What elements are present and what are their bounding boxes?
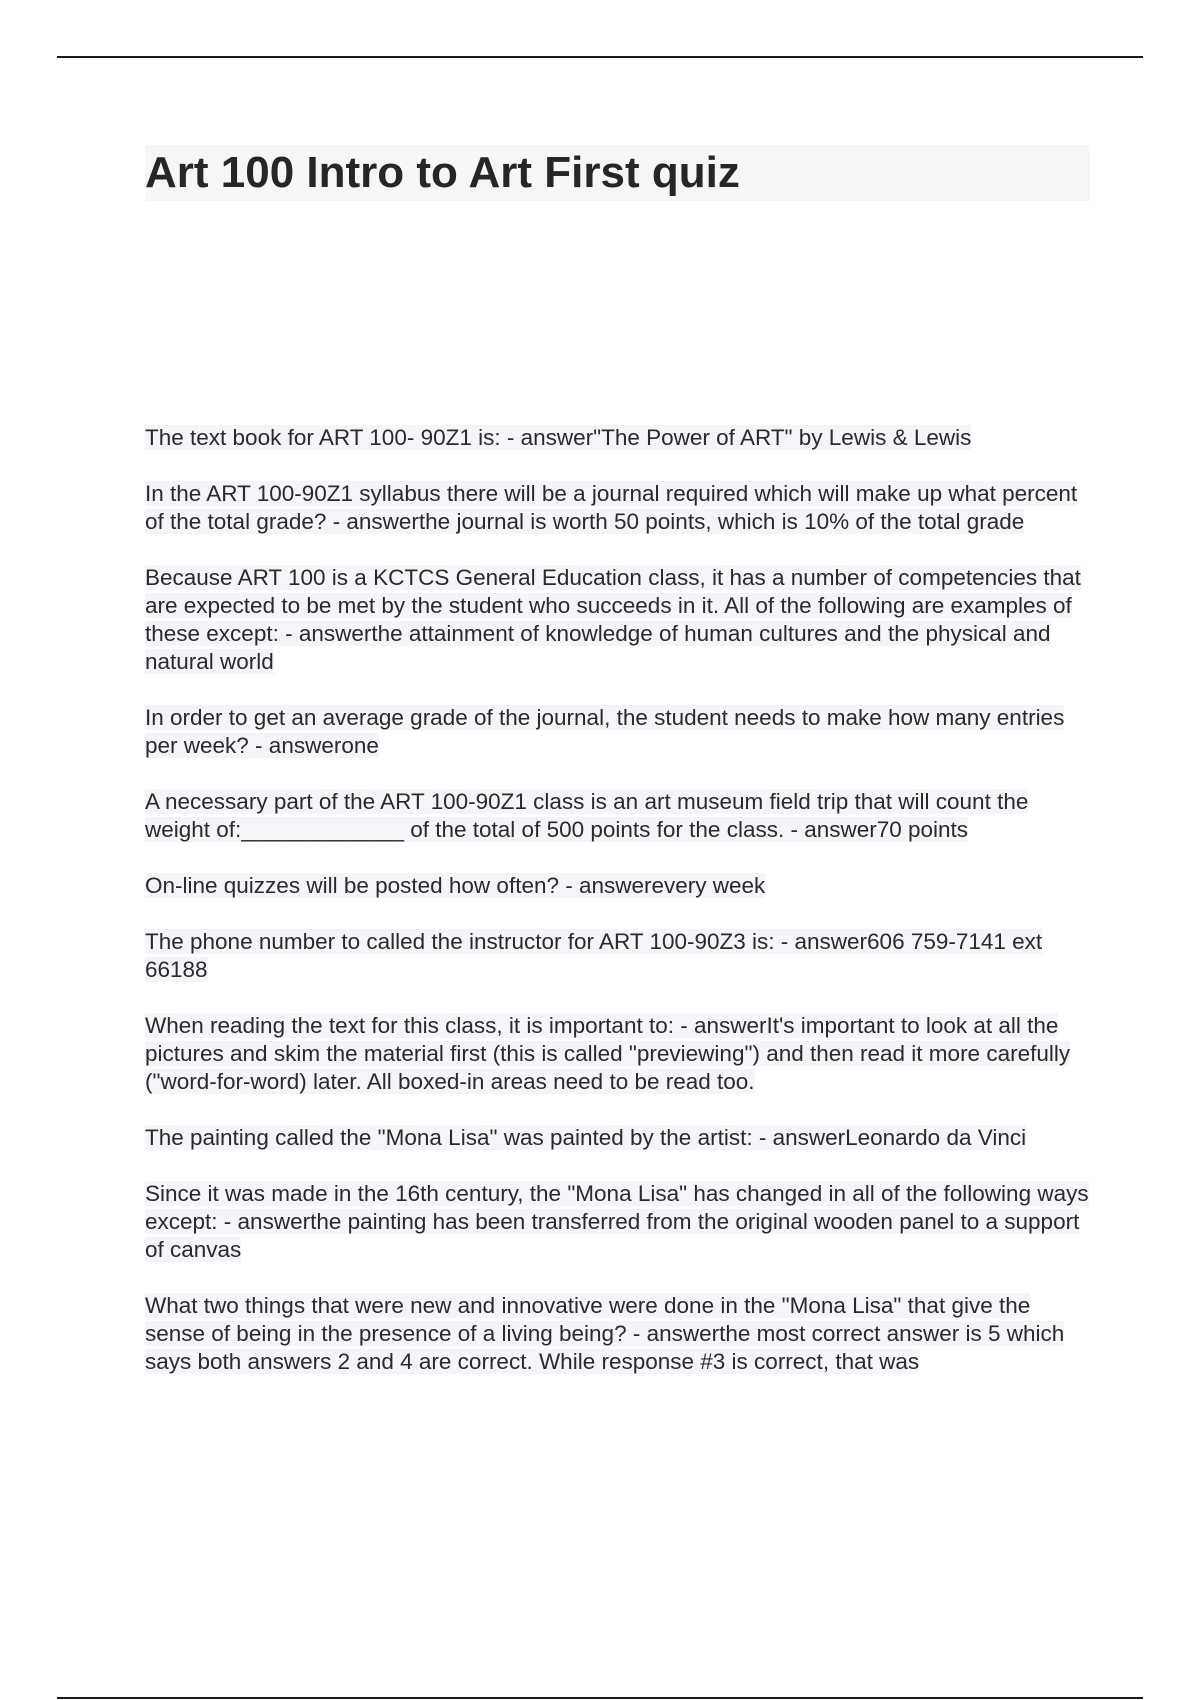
qa-item [145, 1180, 1090, 1264]
qa-text: What two things that were new and innovative were done in the "Mona Lisa" that give the sense of being in the presence of a living being? - answerthe most correct answer is 5 which says both answers 2 and 4 are correct. While response #3 is correct, that was [145, 1293, 1065, 1374]
qa-text: In order to get an average grade of the journal, the student needs to make how many entries per week? - answerone [145, 705, 1065, 758]
qa-text: The text book for ART 100- 90Z1 is: - answer"The Power of ART" by Lewis & Lewis [145, 425, 972, 450]
qa-item [145, 788, 1090, 844]
qa-item [145, 928, 1090, 984]
qa-text: Because ART 100 is a KCTCS General Education class, it has a number of competencies that are expected to be met by the student who succeeds in it. All of the following are examples of these except: - answerthe attainment of knowledge of human cultures and the physical and natural world [145, 565, 1081, 674]
top-rule [57, 56, 1143, 58]
qa-text: Since it was made in the 16th century, the "Mona Lisa" has changed in all of the following ways except: - answerthe painting has been transferred from the original wooden panel to a support of canvas [145, 1181, 1089, 1262]
qa-text: The painting called the "Mona Lisa" was painted by the artist: - answerLeonardo da Vinci [145, 1125, 1027, 1150]
qa-text: On-line quizzes will be posted how often? - answerevery week [145, 873, 766, 898]
bottom-rule [57, 1697, 1143, 1699]
qa-list [145, 424, 1090, 1404]
qa-item [145, 480, 1090, 536]
qa-item [145, 1292, 1090, 1376]
qa-text: In the ART 100-90Z1 syllabus there will be a journal required which will make up what percent of the total grade? - answerthe journal is worth 50 points, which is 10% of the total grade [145, 481, 1078, 534]
qa-item [145, 424, 1090, 452]
qa-item [145, 564, 1090, 676]
qa-text: A necessary part of the ART 100-90Z1 class is an art museum field trip that will count the weight of:_____________ of the total of 500 points for the class. - answer70 points [145, 789, 1029, 842]
qa-item [145, 1012, 1090, 1096]
qa-item [145, 872, 1090, 900]
qa-item [145, 704, 1090, 760]
qa-text: The phone number to called the instructor for ART 100-90Z3 is: - answer606 759-7141 ext 66188 [145, 929, 1043, 982]
qa-item [145, 1124, 1090, 1152]
qa-text: When reading the text for this class, it is important to: - answerIt's important to look at all the pictures and skim the material first (this is called "previewing") and then read it more carefully ("word-for-word) later. All boxed-in areas need to be read too. [145, 1013, 1071, 1094]
document-title: Art 100 Intro to Art First quiz [145, 148, 740, 197]
